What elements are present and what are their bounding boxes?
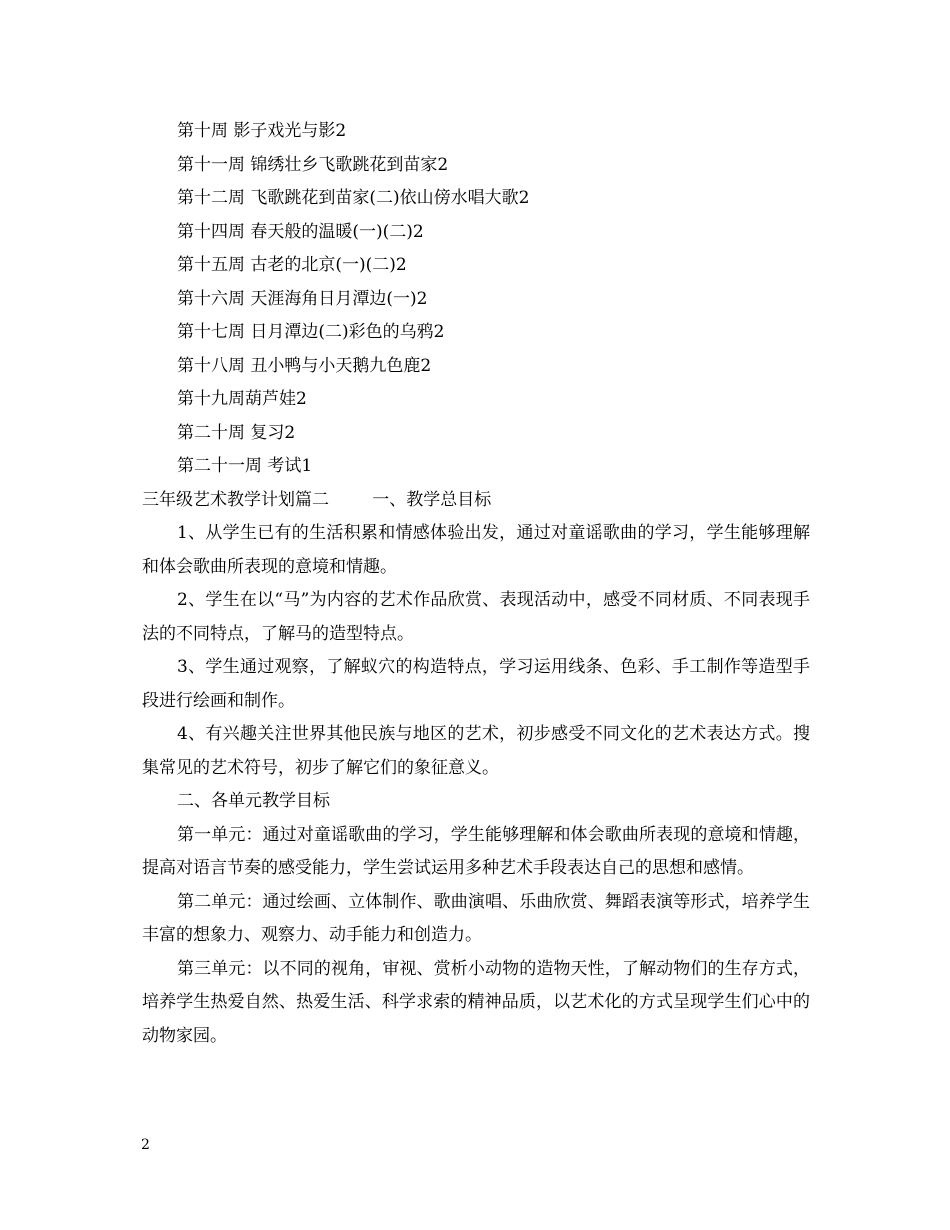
goal-paragraph: 1、从学生已有的生活积累和情感体验出发，通过对童谣歌曲的学习，学生能够理解和体会歌曲所表现的意境和情趣。 xyxy=(142,523,810,577)
goal-paragraph: 2、学生在以“马”为内容的艺术作品欣赏、表现活动中，感受不同材质、不同表现手法的不同特点，了解马的造型特点。 xyxy=(142,590,810,644)
schedule-item: 第十五周 古老的北京(一)(二)2 xyxy=(177,255,407,275)
schedule-item: 第十九周葫芦娃2 xyxy=(177,389,307,409)
schedule-item: 第十八周 丑小鸭与小天鹅九色鹿2 xyxy=(177,355,432,376)
units-heading: 二、各单元教学目标 xyxy=(177,791,330,811)
units-list xyxy=(142,819,810,1054)
schedule-item: 第二十一周 考试1 xyxy=(177,456,313,476)
schedule-item: 第十二周 飞歌跳花到苗家(二)依山傍水唱大歌2 xyxy=(177,188,530,208)
schedule-item: 第十六周 天涯海角日月潭边(一)2 xyxy=(177,288,428,309)
schedule-item: 第十周 影子戏光与影2 xyxy=(177,121,347,141)
section-heading: 三年级艺术教学计划篇二 一、教学总目标 xyxy=(142,489,492,510)
goal-paragraph: 3、学生通过观察，了解蚁穴的构造特点，学习运用线条、色彩、手工制作等造型手段进行绘画和制作。 xyxy=(142,657,810,711)
schedule-list xyxy=(142,115,810,484)
schedule-item: 第十四周 春天般的温暖(一)(二)2 xyxy=(177,221,424,242)
schedule-item: 第十七周 日月潭边(二)彩色的乌鸦2 xyxy=(177,322,445,342)
unit-paragraph: 第一单元：通过对童谣歌曲的学习，学生能够理解和体会歌曲所表现的意境和情趣，提高对语言节奏的感受能力，学生尝试运用多种艺术手段表达自己的思想和感情。 xyxy=(142,824,810,878)
goal-paragraph: 4、有兴趣关注世界其他民族与地区的艺术，初步感受不同文化的艺术表达方式。搜集常见的艺术符号，初步了解它们的象征意义。 xyxy=(142,724,810,778)
page-content xyxy=(142,115,810,1053)
unit-paragraph: 第二单元：通过绘画、立体制作、歌曲演唱、乐曲欣赏、舞蹈表演等形式，培养学生丰富的想象力、观察力、动手能力和创造力。 xyxy=(142,891,810,945)
unit-paragraph: 第三单元：以不同的视角，审视、赏析小动物的造物天性，了解动物们的生存方式，培养学生热爱自然、热爱生活、科学求索的精神品质，以艺术化的方式呈现学生们心中的动物家园。 xyxy=(142,958,810,1046)
schedule-item: 第二十周 复习2 xyxy=(177,422,296,443)
goals-list xyxy=(142,517,810,785)
schedule-item: 第十一周 锦绣壮乡飞歌跳花到苗家2 xyxy=(177,154,449,175)
page-number: 2 xyxy=(141,1137,150,1153)
